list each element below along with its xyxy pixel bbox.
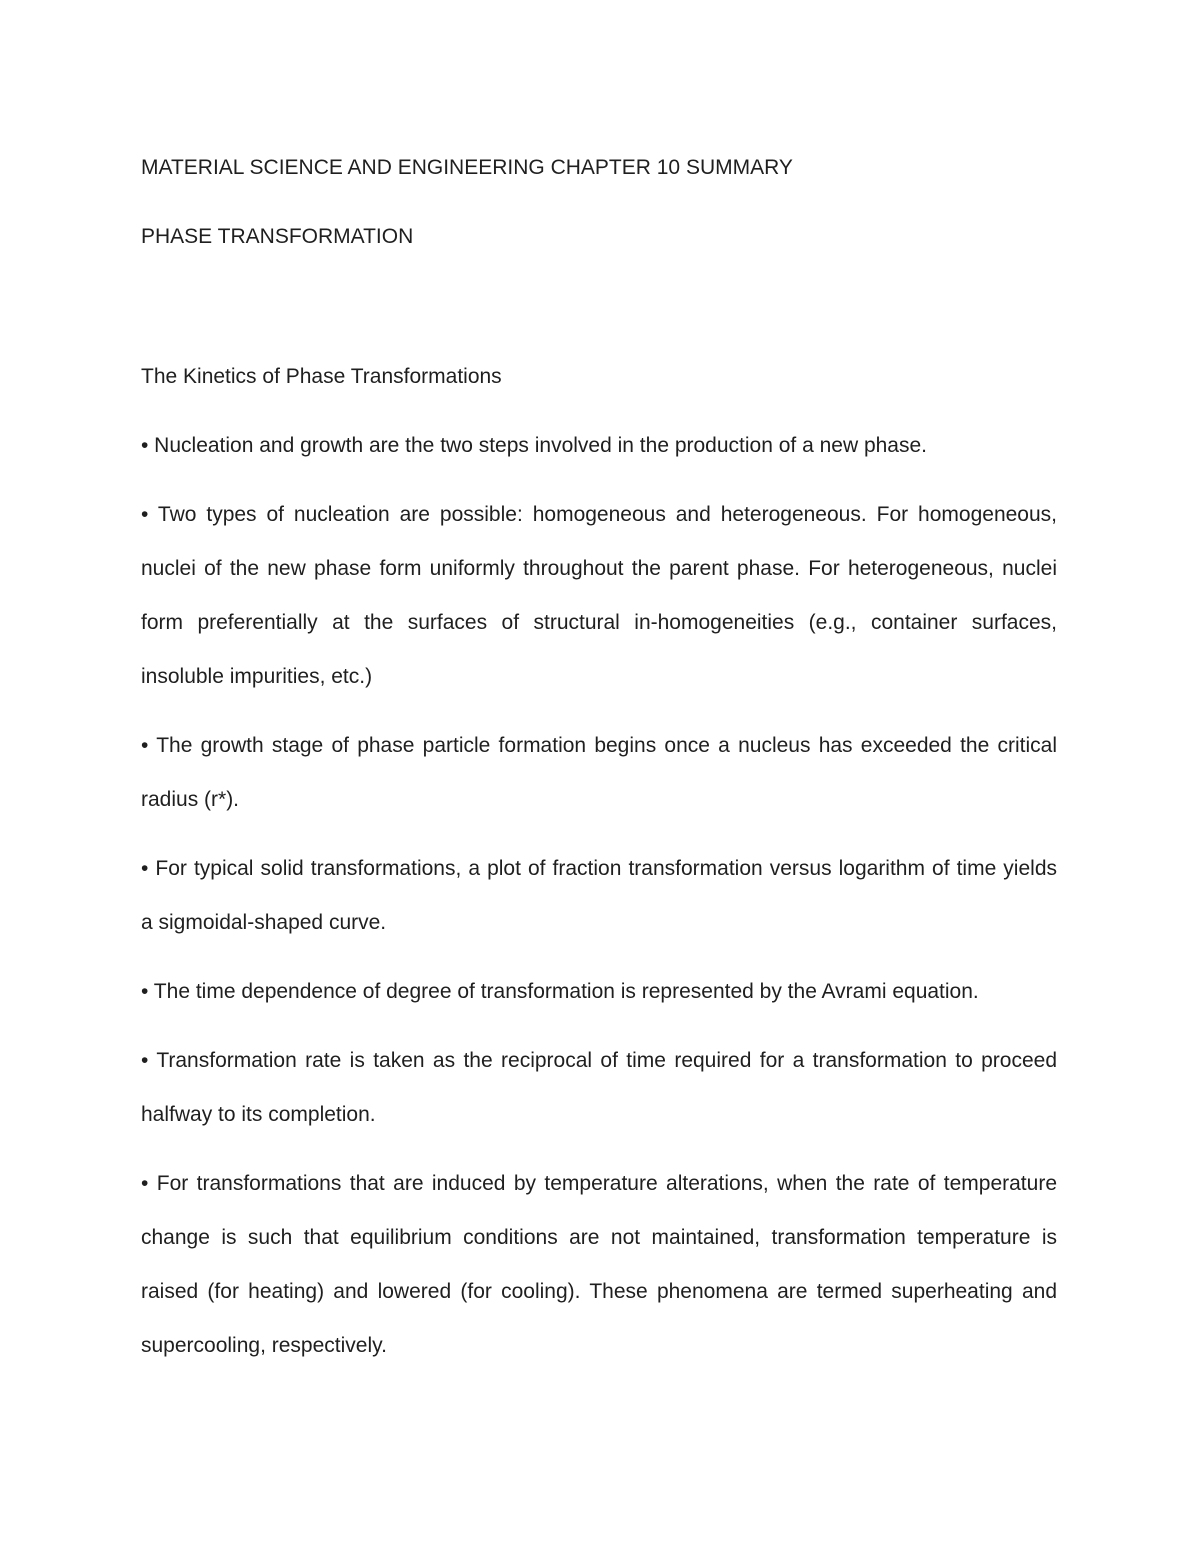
- bullet-paragraph: • Transformation rate is taken as the reciprocal of time required for a transformation to proceed halfway to its completion.: [141, 1049, 1057, 1126]
- document-subtitle: PHASE TRANSFORMATION: [141, 225, 414, 248]
- section-heading: The Kinetics of Phase Transformations: [141, 365, 502, 388]
- document-title: MATERIAL SCIENCE AND ENGINEERING CHAPTER 10 SUMMARY: [141, 156, 793, 179]
- bullet-paragraph: • Two types of nucleation are possible: homogeneous and heterogeneous. For homogeneous, nuclei of the new phase form uniformly throughout the parent phase. For heterogeneous, nuclei form preferentially at the surfaces of structural in-homogeneities (e.g., container surfaces, insoluble impurities, etc.): [141, 503, 1057, 688]
- bullet-paragraph: • The growth stage of phase particle formation begins once a nucleus has exceeded the critical radius (r*).: [141, 734, 1057, 811]
- document-page: [141, 141, 1057, 1388]
- bullet-paragraph: • For transformations that are induced by temperature alterations, when the rate of temperature change is such that equilibrium conditions are not maintained, transformation temperature is raised (for heating) and lowered (for cooling). These phenomena are termed superheating and supercooling, respectively.: [141, 1172, 1057, 1357]
- bullet-paragraph: • For typical solid transformations, a plot of fraction transformation versus logarithm of time yields a sigmoidal-shaped curve.: [141, 857, 1057, 934]
- bullet-paragraph: • The time dependence of degree of transformation is represented by the Avrami equation.: [141, 980, 979, 1003]
- bullet-paragraph: • Nucleation and growth are the two steps involved in the production of a new phase.: [141, 434, 928, 457]
